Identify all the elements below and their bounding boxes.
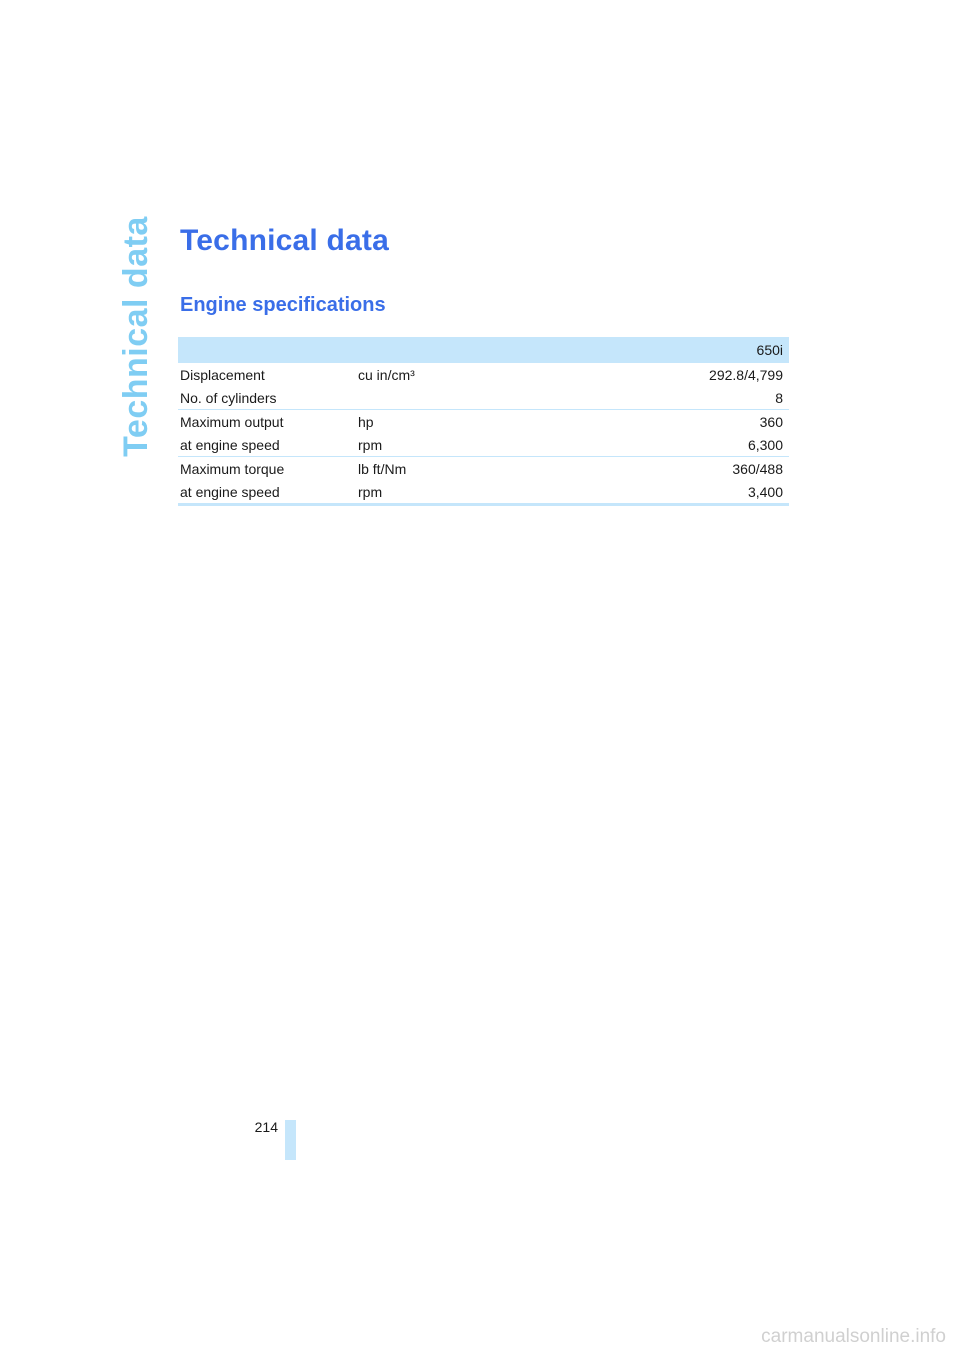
row-label: at engine speed (178, 433, 358, 457)
row-value: 360/488 (732, 460, 783, 477)
model-header: 650i (178, 337, 789, 363)
row-value: 3,400 (558, 480, 789, 505)
row-unit: cu in/cm³ (358, 366, 415, 383)
row-label: Maximum torque (180, 460, 285, 477)
row-unit: rpm (358, 480, 558, 505)
row-unit: rpm (358, 433, 558, 457)
row-unit: lb ft/Nm (358, 460, 407, 477)
row-label: at engine speed (178, 480, 358, 505)
watermark: carmanualsonline.info (761, 1326, 946, 1347)
row-label: No. of cylinders (178, 386, 358, 410)
section-title: Engine specifications (180, 294, 386, 316)
page-number: 214 (254, 1119, 278, 1135)
table-header-row (178, 337, 789, 363)
table-row (178, 410, 789, 434)
page-marker-bar (285, 1120, 296, 1160)
table-row (178, 433, 789, 457)
engine-spec-table (178, 337, 789, 506)
row-unit: hp (358, 413, 374, 430)
table-row (178, 363, 789, 386)
table-row (178, 480, 789, 505)
row-unit (358, 386, 558, 410)
row-value: 6,300 (558, 433, 789, 457)
row-value: 360 (759, 413, 783, 430)
side-section-title (116, 215, 156, 457)
row-label: Displacement (180, 366, 265, 383)
table-row (178, 386, 789, 410)
side-section-title-text: Technical data (116, 215, 155, 457)
table-row (178, 457, 789, 481)
page-title: Technical data (180, 224, 389, 257)
row-label: Maximum output (180, 413, 284, 430)
row-value: 292.8/4,799 (709, 366, 783, 383)
row-value: 8 (558, 386, 789, 410)
